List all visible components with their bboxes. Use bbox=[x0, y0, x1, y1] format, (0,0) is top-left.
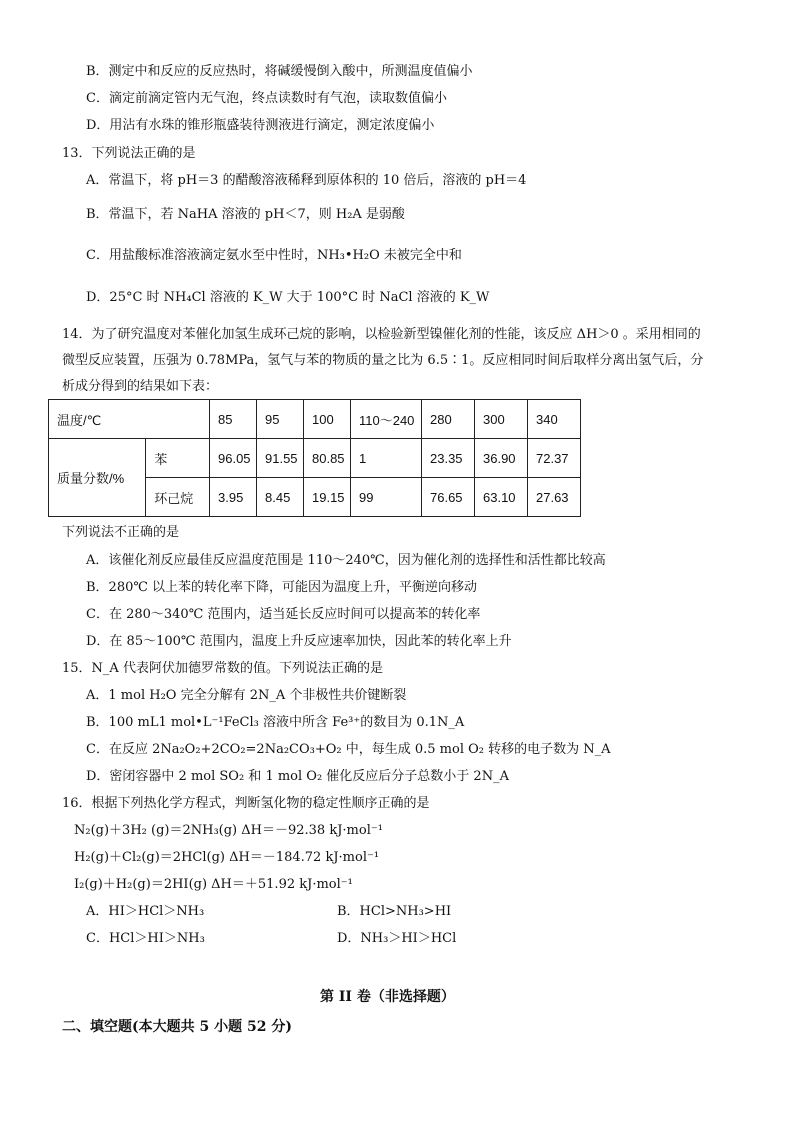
temperature-header: 温度/℃ bbox=[49, 400, 210, 439]
q15-stem: 15．N_A 代表阿伏加德罗常数的值。下列说法正确的是 bbox=[62, 661, 383, 676]
value-cell: 27.63 bbox=[528, 478, 581, 517]
value-cell: 23.35 bbox=[422, 439, 475, 478]
q14-stem-line3: 析成分得到的结果如下表： bbox=[62, 379, 219, 394]
value-cell: 63.10 bbox=[475, 478, 528, 517]
row-name-benzene: 苯 bbox=[146, 439, 210, 478]
value-cell: 91.55 bbox=[257, 439, 304, 478]
temp-cell: 85 bbox=[210, 400, 257, 439]
q14-question: 下列说法不正确的是 bbox=[62, 525, 180, 540]
temp-cell: 95 bbox=[257, 400, 304, 439]
section-two-title: 二、填空题(本大题共 5 小题 52 分) bbox=[62, 1019, 292, 1035]
q14-option-a: A．该催化剂反应最佳反应温度范围是 110～240℃，因为催化剂的选择性和活性都比较高 bbox=[86, 553, 606, 568]
q12-option-d: D．用沾有水珠的锥形瓶盛装待测液进行滴定，测定浓度偏小 bbox=[86, 118, 435, 133]
q15-option-b: B．100 mL1 mol•L⁻¹FeCl₃ 溶液中所含 Fe³⁺的数目为 0.1N_A bbox=[86, 715, 465, 730]
temp-cell: 300 bbox=[475, 400, 528, 439]
q16-option-b: B．HCl>NH₃>HI bbox=[337, 904, 452, 919]
row-name-cyclohexane: 环己烷 bbox=[146, 478, 210, 517]
table-row-benzene bbox=[49, 439, 581, 478]
q16-option-c: C．HCl＞HI＞NH₃ bbox=[86, 931, 205, 946]
q13-option-b: B．常温下，若 NaHA 溶液的 pH＜7，则 H₂A 是弱酸 bbox=[86, 207, 405, 222]
temp-cell: 110～240 bbox=[351, 400, 422, 439]
q15-option-d: D．密闭容器中 2 mol SO₂ 和 1 mol O₂ 催化反应后分子总数小于 2N_A bbox=[86, 769, 509, 784]
value-cell: 19.15 bbox=[304, 478, 351, 517]
q15-option-a: A．1 mol H₂O 完全分解有 2N_A 个非极性共价键断裂 bbox=[86, 688, 407, 703]
q12-option-b: B．测定中和反应的反应热时，将碱缓慢倒入酸中，所测温度值偏小 bbox=[86, 64, 473, 79]
part-two-title: 第 II 卷（非选择题） bbox=[320, 989, 455, 1005]
value-cell: 36.90 bbox=[475, 439, 528, 478]
temp-cell: 100 bbox=[304, 400, 351, 439]
value-cell: 76.65 bbox=[422, 478, 475, 517]
q16-option-a: A．HI＞HCl＞NH₃ bbox=[86, 904, 205, 919]
q15-option-c: C．在反应 2Na₂O₂+2CO₂=2Na₂CO₃+O₂ 中，每生成 0.5 mol O₂ 转移的电子数为 N_A bbox=[86, 742, 611, 757]
table-row-temperature bbox=[49, 400, 581, 439]
q14-option-b: B．280℃ 以上苯的转化率下降，可能因为温度上升，平衡逆向移动 bbox=[86, 580, 478, 595]
value-cell: 1 bbox=[351, 439, 422, 478]
mass-fraction-header: 质量分数/% bbox=[49, 439, 146, 517]
value-cell: 72.37 bbox=[528, 439, 581, 478]
value-cell: 80.85 bbox=[304, 439, 351, 478]
value-cell: 96.05 bbox=[210, 439, 257, 478]
q13-option-c: C．用盐酸标准溶液滴定氨水至中性时，NH₃•H₂O 未被完全中和 bbox=[86, 248, 462, 263]
q16-option-d: D．NH₃＞HI＞HCl bbox=[337, 931, 457, 946]
value-cell: 8.45 bbox=[257, 478, 304, 517]
q16-stem: 16．根据下列热化学方程式，判断氢化物的稳定性顺序正确的是 bbox=[62, 796, 430, 811]
q12-option-c: C．滴定前滴定管内无气泡，终点读数时有气泡，读取数值偏小 bbox=[86, 91, 447, 106]
q13-option-d: D．25°C 时 NH₄Cl 溶液的 K_W 大于 100°C 时 NaCl 溶液的 K_W bbox=[86, 290, 490, 305]
q13-stem: 13．下列说法正确的是 bbox=[62, 146, 196, 161]
q14-stem-line1: 14．为了研究温度对苯催化加氢生成环己烷的影响，以检验新型镍催化剂的性能，该反应 ΔH＞0 。采用相同的 bbox=[62, 327, 701, 342]
temp-cell: 340 bbox=[528, 400, 581, 439]
q14-option-d: D．在 85～100℃ 范围内，温度上升反应速率加快，因此苯的转化率上升 bbox=[86, 634, 512, 649]
q16-equation-2: H₂(g)＋Cl₂(g)＝2HCl(g) ΔH＝－184.72 kJ·mol⁻¹ bbox=[74, 850, 380, 865]
q14-stem-line2: 微型反应装置，压强为 0.78MPa，氢气与苯的物质的量之比为 6.5∶1。反应相同时间后取样分离出氢气后，分 bbox=[62, 353, 704, 368]
q13-option-a: A．常温下，将 pH＝3 的醋酸溶液稀释到原体积的 10 倍后，溶液的 pH＝4 bbox=[86, 173, 527, 188]
q16-equation-1: N₂(g)＋3H₂ (g)＝2NH₃(g) ΔH＝－92.38 kJ·mol⁻¹ bbox=[74, 823, 383, 838]
q14-data-table bbox=[48, 399, 581, 517]
temp-cell: 280 bbox=[422, 400, 475, 439]
value-cell: 3.95 bbox=[210, 478, 257, 517]
value-cell: 99 bbox=[351, 478, 422, 517]
q16-equation-3: I₂(g)＋H₂(g)＝2HI(g) ΔH＝＋51.92 kJ·mol⁻¹ bbox=[74, 877, 353, 892]
q14-option-c: C．在 280～340℃ 范围内，适当延长反应时间可以提高苯的转化率 bbox=[86, 607, 481, 622]
